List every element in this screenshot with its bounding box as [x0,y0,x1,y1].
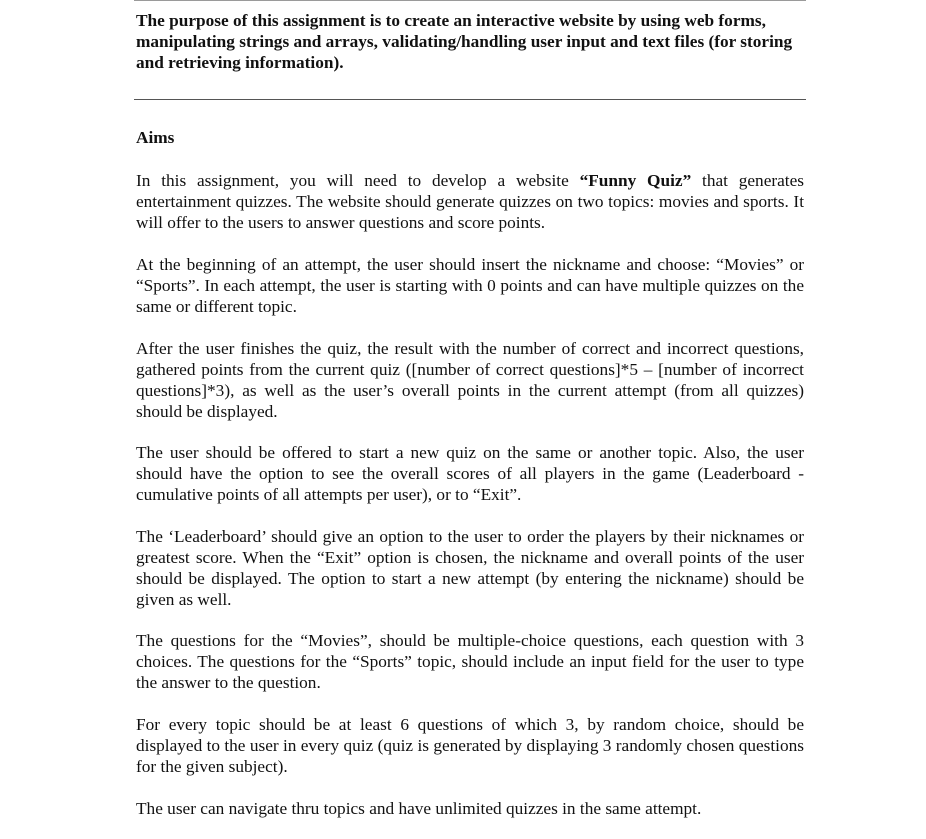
paragraph-leaderboard: The ‘Leaderboard’ should give an option to the user to order the players by their nicknames or greatest score. When the “Exit” option is chosen, the nickname and overall points of the user should be displayed. The option to start a new attempt (by entering the nickname) should be given as well. [136,527,804,609]
purpose-statement: The purpose of this assignment is to create an interactive website by using web forms, manipulating strings and arrays, validating/handling user input and text files (for storing and retrieving information). [136,11,793,72]
paragraph-intro-end: that generates entertainment quizzes. The website should generate quizzes on two topics: movies and sports. It will offer to the users to answer questions and score points. [136,171,804,232]
aims-heading: Aims [136,128,175,147]
website-name: “Funny Quiz” [579,171,692,190]
paragraph-attempt-start: At the beginning of an attempt, the user should insert the nickname and choose: “Movies” or “Sports”. In each attempt, the user is starting with 0 points and can have multiple quizzes on the same or different topic. [136,255,804,316]
paragraph-intro-start: In this assignment, you will need to develop a website [136,171,580,190]
paragraph-question-count: For every topic should be at least 6 questions of which 3, by random choice, should be displayed to the user in every quiz (quiz is generated by displaying 3 randomly chosen questions for the given subject). [136,715,804,776]
paragraph-quiz-result: After the user finishes the quiz, the result with the number of correct and incorrect questions, gathered points from the current quiz ([number of correct questions]*5 – [number of incorrect questions]*3), as well as the user’s overall points in the current attempt (from all quizzes) should be displayed. [136,339,804,421]
top-divider [134,0,806,1]
paragraph-intro [136,170,804,233]
paragraph-question-types: The questions for the “Movies”, should be multiple-choice questions, each question with 3 choices. The questions for the “Sports” topic, should include an input field for the user to type the answer to the question. [136,631,804,692]
paragraph-navigation: The user can navigate thru topics and have unlimited quizzes in the same attempt. [136,799,702,818]
purpose-divider [134,99,806,100]
paragraph-new-quiz: The user should be offered to start a new quiz on the same or another topic. Also, the user should have the option to see the overall scores of all players in the game (Leaderboard - cumulative points of all attempts per user), or to “Exit”. [136,443,804,504]
